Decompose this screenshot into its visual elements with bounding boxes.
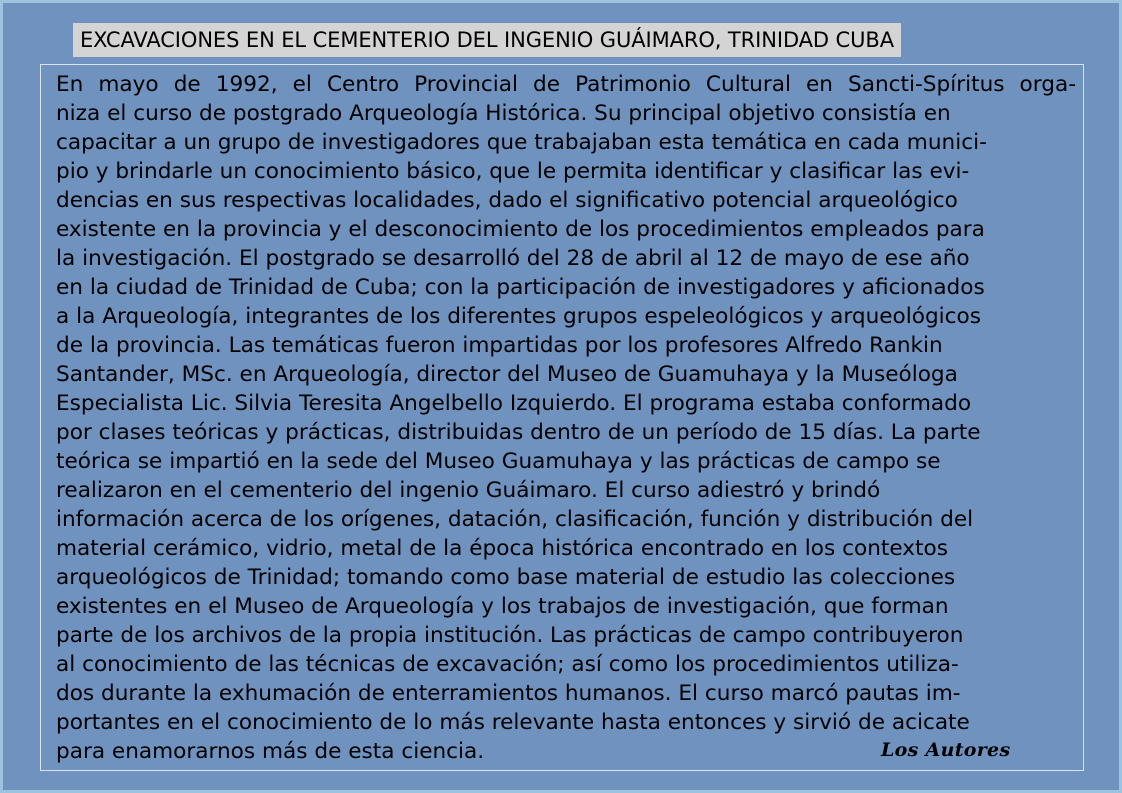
paragraph-line: arqueológicos de Trinidad; tomando como base material de estudio las colecciones xyxy=(56,565,956,590)
paragraph-line: existentes en el Museo de Arqueología y los trabajos de investigación, que forman xyxy=(56,594,949,619)
paragraph-line: dos durante la exhumación de enterramientos humanos. El curso marcó pautas im- xyxy=(56,681,961,706)
paragraph-line: En mayo de 1992, el Centro Provincial de Patrimonio Cultural en Sancti-Spíritus orga- xyxy=(56,72,1076,97)
paragraph-line: por clases teóricas y prácticas, distribuidas dentro de un período de 15 días. La parte xyxy=(56,420,981,445)
paragraph-line: para enamorarnos más de esta ciencia. xyxy=(56,739,485,764)
paragraph-line: material cerámico, vidrio, metal de la época histórica encontrado en los contextos xyxy=(56,536,948,561)
paragraph-line: realizaron en el cementerio del ingenio Guáimaro. El curso adiestró y brindó xyxy=(56,478,881,503)
paragraph-line: a la Arqueología, integrantes de los diferentes grupos espeleológicos y arqueológicos xyxy=(56,304,982,329)
paragraph-line: la investigación. El postgrado se desarrolló del 28 de abril al 12 de mayo de ese año xyxy=(56,246,970,271)
paragraph-line: pio y brindarle un conocimiento básico, que le permita identificar y clasificar las evi- xyxy=(56,159,970,184)
paragraph-line: en la ciudad de Trinidad de Cuba; con la participación de investigadores y aficionados xyxy=(56,275,985,300)
body-paragraph xyxy=(56,70,1076,766)
paragraph-line: niza el curso de postgrado Arqueología Histórica. Su principal objetivo consistía en xyxy=(56,101,951,126)
paragraph-line: existente en la provincia y el desconocimiento de los procedimientos empleados para xyxy=(56,217,985,242)
paragraph-line: información acerca de los orígenes, datación, clasificación, función y distribución del xyxy=(56,507,974,532)
text-box xyxy=(40,64,1084,771)
paragraph-line: teórica se impartió en la sede del Museo Guamuhaya y las prácticas de campo se xyxy=(56,449,941,474)
paragraph-line: Especialista Lic. Silvia Teresita Angelbello Izquierdo. El programa estaba conformado xyxy=(56,391,972,416)
paragraph-line: Santander, MSc. en Arqueología, director del Museo de Guamuhaya y la Museóloga xyxy=(56,362,958,387)
author-signature: Los Autores xyxy=(881,739,1011,761)
page-title: EXCAVACIONES EN EL CEMENTERIO DEL INGENIO GUÁIMARO, TRINIDAD CUBA xyxy=(73,23,901,57)
paragraph-line: capacitar a un grupo de investigadores que trabajaban esta temática en cada munici- xyxy=(56,130,987,155)
page-panel xyxy=(3,3,1119,790)
paragraph-line: al conocimiento de las técnicas de excavación; así como los procedimientos utiliza- xyxy=(56,652,959,677)
paragraph-line: portantes en el conocimiento de lo más relevante hasta entonces y sirvió de acicate xyxy=(56,710,970,735)
paragraph-line: de la provincia. Las temáticas fueron impartidas por los profesores Alfredo Rankin xyxy=(56,333,943,358)
paragraph-line: parte de los archivos de la propia institución. Las prácticas de campo contribuyeron xyxy=(56,623,964,648)
paragraph-line: dencias en sus respectivas localidades, dado el significativo potencial arqueológico xyxy=(56,188,958,213)
